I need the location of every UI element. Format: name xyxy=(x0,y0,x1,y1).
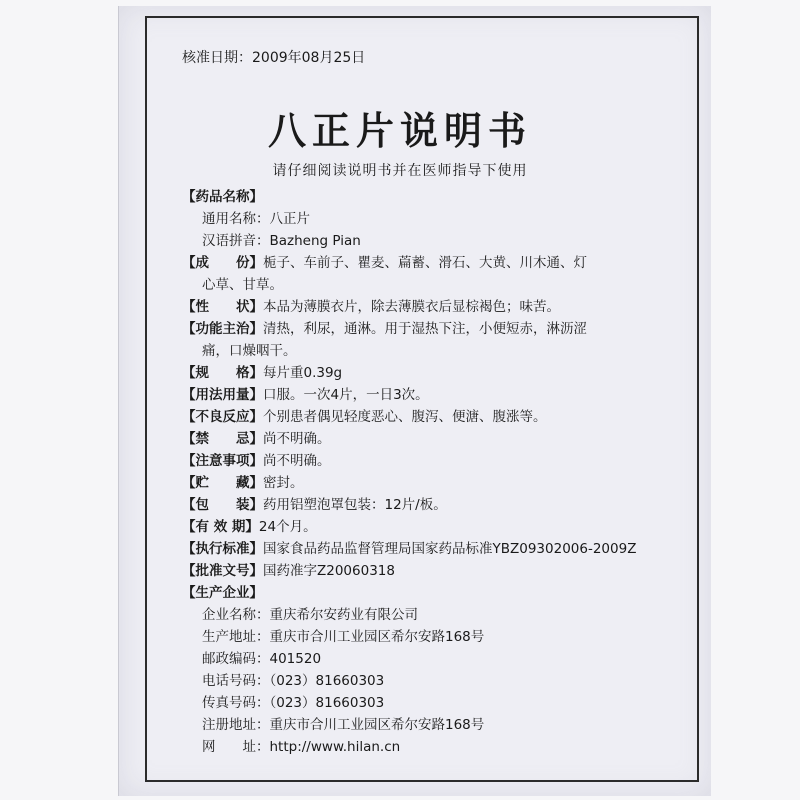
usage-label: 【用法用量】 xyxy=(182,387,263,403)
leaflet-content xyxy=(182,186,682,758)
fax-number: 传真号码：（023）81660303 xyxy=(202,695,385,711)
section-standard xyxy=(182,538,682,560)
phone-number: 电话号码：（023）81660303 xyxy=(202,673,385,689)
usage-text: 口服。一次4片，一日3次。 xyxy=(263,387,429,403)
manufacturer-label: 【生产企业】 xyxy=(182,585,263,601)
indications-text-2: 痛，口燥咽干。 xyxy=(202,343,297,359)
production-address: 生产地址：重庆市合川工业园区希尔安路168号 xyxy=(202,629,485,645)
registered-address: 注册地址：重庆市合川工业园区希尔安路168号 xyxy=(202,717,485,733)
character-text: 本品为薄膜衣片，除去薄膜衣后显棕褐色；味苦。 xyxy=(263,299,560,315)
storage-text: 密封。 xyxy=(263,475,304,491)
website: 网 址：http://www.hilan.cn xyxy=(202,739,401,755)
ingredients-text-1: 栀子、车前子、瞿麦、萹蓄、滑石、大黄、川木通、灯 xyxy=(263,255,587,271)
section-precautions xyxy=(182,450,682,472)
contra-text: 尚不明确。 xyxy=(263,431,331,447)
section-indications xyxy=(182,318,682,340)
ingredients-label: 【成 份】 xyxy=(182,255,263,271)
indications-text-1: 清热，利尿，通淋。用于湿热下注，小便短赤，淋沥涩 xyxy=(263,321,587,337)
standard-text: 国家食品药品监督管理局国家药品标准YBZ09302006-2009Z xyxy=(263,541,637,557)
pinyin-name: 汉语拼音：Bazheng Pian xyxy=(202,233,361,249)
page-subtitle: 请仔细阅读说明书并在医师指导下使用 xyxy=(272,163,528,179)
section-usage xyxy=(182,384,682,406)
validity-label: 【有 效 期】 xyxy=(182,519,259,535)
section-package xyxy=(182,494,682,516)
company-name: 企业名称：重庆希尔安药业有限公司 xyxy=(202,607,418,623)
indications-label: 【功能主治】 xyxy=(182,321,263,337)
section-contraindications xyxy=(182,428,682,450)
section-manufacturer xyxy=(182,582,682,604)
page-title: 八正片说明书 xyxy=(267,108,532,153)
character-label: 【性 状】 xyxy=(182,299,263,315)
spec-label: 【规 格】 xyxy=(182,365,263,381)
storage-label: 【贮 藏】 xyxy=(182,475,263,491)
spec-text: 每片重0.39g xyxy=(263,365,343,381)
section-adverse xyxy=(182,406,682,428)
ingredients-text-2: 心草、甘草。 xyxy=(202,277,283,293)
drug-name-label: 【药品名称】 xyxy=(182,189,263,205)
section-spec xyxy=(182,362,682,384)
section-storage xyxy=(182,472,682,494)
adverse-text: 个别患者偶见轻度恶心、腹泻、便溏、腹涨等。 xyxy=(263,409,547,425)
section-validity xyxy=(182,516,682,538)
approval-number-label: 【批准文号】 xyxy=(182,563,263,579)
section-approval-number xyxy=(182,560,682,582)
postcode: 邮政编码：401520 xyxy=(202,651,322,667)
standard-label: 【执行标准】 xyxy=(182,541,263,557)
approval-number-text: 国药准字Z20060318 xyxy=(263,563,395,579)
approval-date: 核准日期：2009年08月25日 xyxy=(182,50,366,66)
package-label: 【包 装】 xyxy=(182,497,263,513)
package-text: 药用铝塑泡罩包装：12片/板。 xyxy=(263,497,447,513)
precautions-label: 【注意事项】 xyxy=(182,453,263,469)
section-ingredients xyxy=(182,252,682,274)
section-character xyxy=(182,296,682,318)
section-drug-name xyxy=(182,186,682,208)
validity-text: 24个月。 xyxy=(258,519,317,535)
precautions-text: 尚不明确。 xyxy=(263,453,331,469)
generic-name: 通用名称：八正片 xyxy=(202,211,310,227)
adverse-label: 【不良反应】 xyxy=(182,409,263,425)
contra-label: 【禁 忌】 xyxy=(182,431,263,447)
